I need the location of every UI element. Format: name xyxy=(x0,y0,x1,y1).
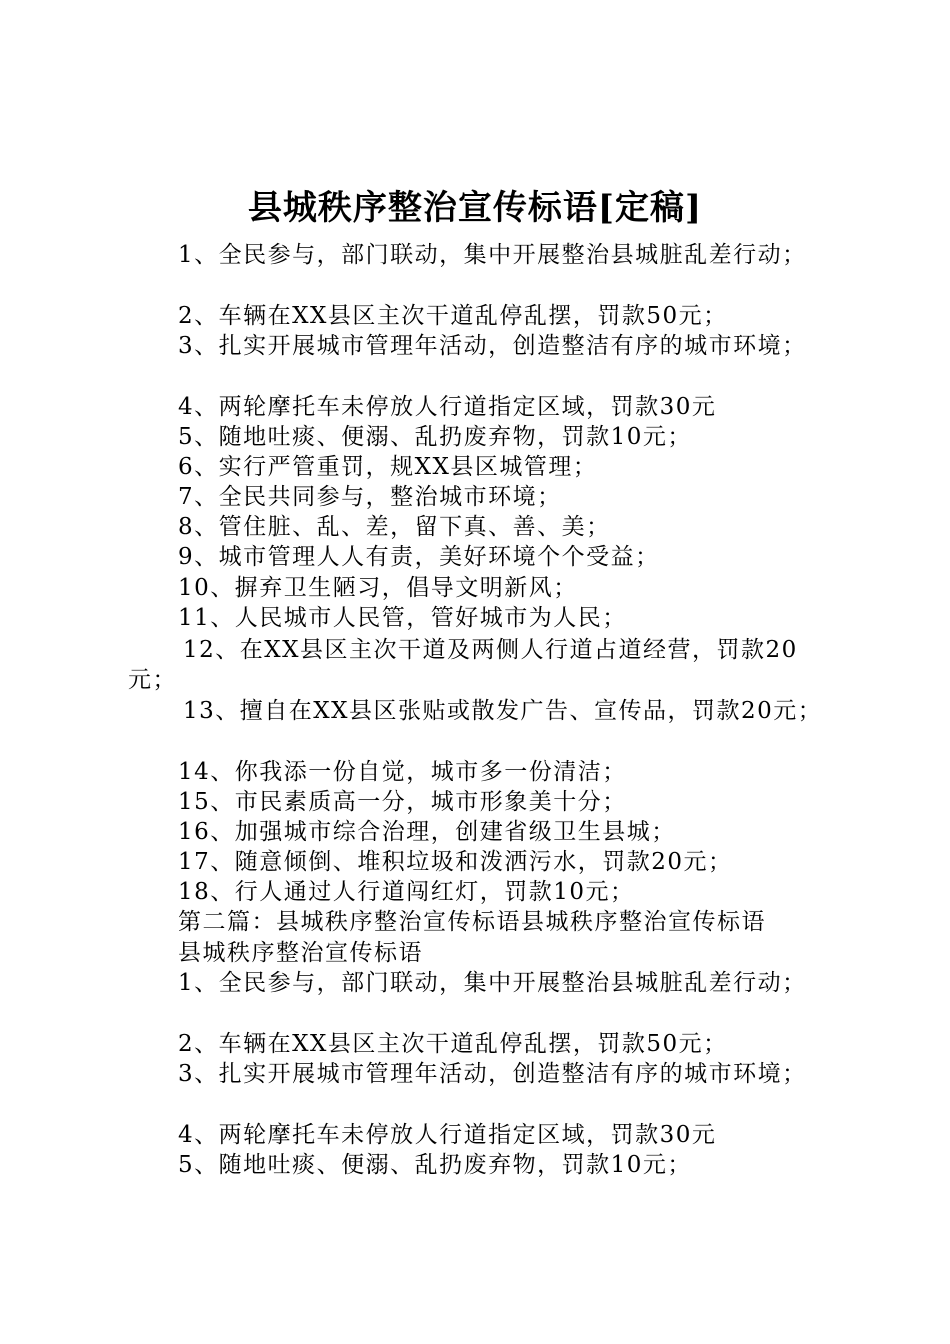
slogan-line-2-repeat: 2、车辆在XX县区主次干道乱停乱摆，罚款50元； xyxy=(178,1031,728,1057)
slogan-line-5: 5、随地吐痰、便溺、乱扔废弃物，罚款10元； xyxy=(178,424,692,450)
slogan-line-12-continued: 元； xyxy=(128,667,177,693)
document-title: 县城秩序整治宣传标语[定稿] xyxy=(247,188,703,228)
slogan-line-17: 17、随意倾倒、堆积垃圾和泼洒污水，罚款20元； xyxy=(178,849,733,875)
slogan-line-4-repeat: 4、两轮摩托车未停放人行道指定区域，罚款30元 xyxy=(178,1122,717,1148)
slogan-line-1-repeat: 1、全民参与，部门联动，集中开展整治县城脏乱差行动； xyxy=(178,970,807,996)
slogan-line-9: 9、城市管理人人有责，美好环境个个受益； xyxy=(178,544,660,570)
slogan-line-16: 16、加强城市综合治理，创建省级卫生县城； xyxy=(178,819,676,845)
slogan-line-14: 14、你我添一份自觉，城市多一份清洁； xyxy=(178,759,627,785)
slogan-line-3: 3、扎实开展城市管理年活动，创造整洁有序的城市环境； xyxy=(178,333,807,359)
slogan-line-11: 11、人民城市人民管，管好城市为人民； xyxy=(178,605,627,631)
slogan-line-12: 12、在XX县区主次干道及两侧人行道占道经营，罚款20 xyxy=(183,637,798,663)
section-heading-part-two: 第二篇：县城秩序整治宣传标语县城秩序整治宣传标语 xyxy=(178,909,766,935)
slogan-line-8: 8、管住脏、乱、差，留下真、善、美； xyxy=(178,514,611,540)
slogan-line-3-repeat: 3、扎实开展城市管理年活动，创造整洁有序的城市环境； xyxy=(178,1061,807,1087)
slogan-line-13: 13、擅自在XX县区张贴或散发广告、宣传品，罚款20元； xyxy=(183,698,823,724)
slogan-line-10: 10、摒弃卫生陋习，倡导文明新风； xyxy=(178,575,578,601)
slogan-line-7: 7、全民共同参与，整治城市环境； xyxy=(178,484,562,510)
slogan-line-2: 2、车辆在XX县区主次干道乱停乱摆，罚款50元； xyxy=(178,303,728,329)
slogan-line-15: 15、市民素质高一分，城市形象美十分； xyxy=(178,789,627,815)
section-subtitle: 县城秩序整治宣传标语 xyxy=(178,940,423,966)
slogan-line-4: 4、两轮摩托车未停放人行道指定区域，罚款30元 xyxy=(178,394,717,420)
slogan-line-6: 6、实行严管重罚，规XX县区城管理； xyxy=(178,454,598,480)
slogan-line-18: 18、行人通过人行道闯红灯，罚款10元； xyxy=(178,879,635,905)
slogan-line-5-repeat: 5、随地吐痰、便溺、乱扔废弃物，罚款10元； xyxy=(178,1152,692,1178)
slogan-line-1: 1、全民参与，部门联动，集中开展整治县城脏乱差行动； xyxy=(178,242,807,268)
